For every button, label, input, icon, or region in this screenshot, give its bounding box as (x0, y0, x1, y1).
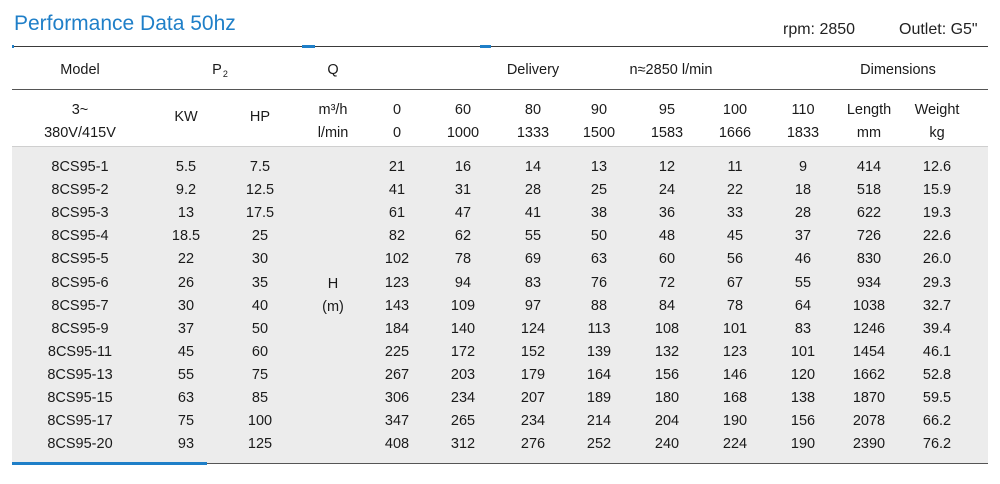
head-cell: 138 (790, 390, 816, 406)
head-cell: 60 (658, 251, 676, 267)
head-cell: 123 (384, 275, 410, 291)
head-cell: 207 (520, 390, 546, 406)
head-cell: 408 (384, 436, 410, 452)
head-cell: 55 (794, 275, 812, 291)
head-cell: 12 (658, 159, 676, 175)
hp-cell: 25 (251, 228, 269, 244)
weight-cell: 59.5 (922, 390, 952, 406)
head-cell: 132 (654, 344, 680, 360)
kw-cell: 55 (177, 367, 195, 383)
hp-cell: 35 (251, 275, 269, 291)
accent-mark (12, 45, 14, 48)
head-cell: 47 (454, 205, 472, 221)
kw-cell: 22 (177, 251, 195, 267)
head-cell: 152 (520, 344, 546, 360)
head-cell: 214 (586, 413, 612, 429)
head-cell: 9 (798, 159, 808, 175)
head-cell: 156 (790, 413, 816, 429)
weight-label: Weight (914, 102, 960, 118)
rpm-label: rpm: 2850 (783, 21, 856, 38)
head-cell: 180 (654, 390, 680, 406)
kw-cell: 30 (177, 298, 195, 314)
head-cell: 63 (590, 251, 608, 267)
weight-cell: 66.2 (922, 413, 952, 429)
flow-m3h: 0 (392, 102, 402, 118)
head-cell: 11 (727, 159, 743, 175)
head-cell: 16 (454, 159, 472, 175)
model-cell: 8CS95-7 (51, 298, 109, 314)
head-cell: 146 (722, 367, 748, 383)
flow-lmin: 1833 (786, 125, 820, 141)
flow-m3h: 60 (454, 102, 472, 118)
head-cell: 28 (794, 205, 812, 221)
model-cell: 8CS95-15 (47, 390, 113, 406)
hp-label: HP (249, 109, 271, 125)
head-cell: 94 (454, 275, 472, 291)
col-header-p2: $P_2$ (212, 62, 228, 79)
kw-cell: 9.2 (175, 182, 197, 198)
length-cell: 1662 (852, 367, 886, 383)
model-cell: 8CS95-9 (51, 321, 109, 337)
kw-cell: 5.5 (175, 159, 197, 175)
weight-cell: 76.2 (922, 436, 952, 452)
hp-cell: 75 (251, 367, 269, 383)
head-cell: 41 (388, 182, 406, 198)
top-rule (12, 46, 988, 47)
length-cell: 2390 (852, 436, 886, 452)
voltage-label: 380V/415V (44, 125, 116, 141)
flow-lmin: 1500 (582, 125, 616, 141)
weight-cell: 19.3 (922, 205, 952, 221)
head-cell: 168 (722, 390, 748, 406)
head-cell: 102 (384, 251, 410, 267)
head-cell: 190 (790, 436, 816, 452)
head-cell: 347 (384, 413, 410, 429)
head-cell: 123 (722, 344, 748, 360)
col-header-q: Q (327, 62, 339, 78)
kw-cell: 37 (177, 321, 195, 337)
col-header-delivery: Delivery (506, 62, 560, 78)
head-cell: 78 (454, 251, 472, 267)
model-cell: 8CS95-3 (51, 205, 109, 221)
head-cell: 83 (524, 275, 542, 291)
hp-cell: 100 (247, 413, 273, 429)
header-rule (12, 89, 988, 90)
head-cell: 204 (654, 413, 680, 429)
head-label: H (327, 276, 339, 292)
hp-cell: 125 (247, 436, 273, 452)
col-header-model: Model (60, 62, 100, 78)
kw-cell: 93 (177, 436, 195, 452)
head-cell: 156 (654, 367, 680, 383)
head-cell: 109 (450, 298, 476, 314)
hp-cell: 40 (251, 298, 269, 314)
kw-label: KW (174, 109, 198, 125)
head-cell: 38 (590, 205, 608, 221)
head-cell: 41 (524, 205, 542, 221)
length-cell: 830 (856, 251, 882, 267)
length-cell: 726 (856, 228, 882, 244)
head-cell: 61 (388, 205, 406, 221)
head-cell: 36 (658, 205, 676, 221)
head-cell: 69 (524, 251, 542, 267)
kw-cell: 13 (177, 205, 195, 221)
hp-cell: 17.5 (245, 205, 275, 221)
weight-unit: kg (929, 125, 945, 141)
kw-cell: 45 (177, 344, 195, 360)
head-cell: 139 (586, 344, 612, 360)
flow-lmin: 0 (392, 125, 402, 141)
head-cell: 67 (726, 275, 744, 291)
head-cell: 108 (654, 321, 680, 337)
weight-cell: 32.7 (922, 298, 952, 314)
model-cell: 8CS95-1 (51, 159, 109, 175)
model-cell: 8CS95-17 (47, 413, 113, 429)
kw-cell: 63 (177, 390, 195, 406)
head-cell: 265 (450, 413, 476, 429)
head-cell: 234 (450, 390, 476, 406)
hp-cell: 60 (251, 344, 269, 360)
flow-lmin: 1000 (446, 125, 480, 141)
head-cell: 306 (384, 390, 410, 406)
head-cell: 46 (794, 251, 812, 267)
weight-cell: 39.4 (922, 321, 952, 337)
hp-cell: 50 (251, 321, 269, 337)
q-unit-m3h: m³/h (318, 102, 348, 118)
flow-m3h: 100 (722, 102, 748, 118)
head-cell: 18 (794, 182, 812, 198)
head-cell: 56 (726, 251, 744, 267)
head-cell: 55 (524, 228, 542, 244)
head-cell: 21 (388, 159, 406, 175)
length-cell: 1454 (852, 344, 886, 360)
model-cell: 8CS95-4 (51, 228, 109, 244)
hp-cell: 30 (251, 251, 269, 267)
phase-label: 3~ (71, 102, 89, 118)
model-cell: 8CS95-20 (47, 436, 113, 452)
flow-lmin: 1333 (516, 125, 550, 141)
head-cell: 140 (450, 321, 476, 337)
head-cell: 28 (524, 182, 542, 198)
head-cell: 22 (726, 182, 744, 198)
model-cell: 8CS95-2 (51, 182, 109, 198)
head-cell: 184 (384, 321, 410, 337)
head-cell: 124 (520, 321, 546, 337)
flow-m3h: 90 (590, 102, 608, 118)
head-cell: 312 (450, 436, 476, 452)
length-cell: 1038 (852, 298, 886, 314)
head-cell: 203 (450, 367, 476, 383)
accent-bar (12, 462, 207, 465)
head-cell: 13 (590, 159, 608, 175)
kw-cell: 26 (177, 275, 195, 291)
length-label: Length (846, 102, 892, 118)
weight-cell: 12.6 (922, 159, 952, 175)
weight-cell: 46.1 (922, 344, 952, 360)
length-cell: 1870 (852, 390, 886, 406)
length-cell: 622 (856, 205, 882, 221)
head-cell: 252 (586, 436, 612, 452)
hp-cell: 12.5 (245, 182, 275, 198)
head-cell: 120 (790, 367, 816, 383)
hp-cell: 85 (251, 390, 269, 406)
head-cell: 72 (658, 275, 676, 291)
length-unit: mm (856, 125, 882, 141)
head-cell: 172 (450, 344, 476, 360)
head-cell: 189 (586, 390, 612, 406)
head-cell: 83 (794, 321, 812, 337)
head-cell: 234 (520, 413, 546, 429)
model-cell: 8CS95-11 (47, 344, 113, 360)
head-cell: 25 (590, 182, 608, 198)
head-cell: 24 (658, 182, 676, 198)
head-cell: 88 (590, 298, 608, 314)
length-cell: 1246 (852, 321, 886, 337)
head-cell: 37 (794, 228, 812, 244)
head-unit: (m) (322, 299, 344, 315)
head-cell: 113 (587, 321, 611, 337)
head-cell: 225 (384, 344, 410, 360)
head-cell: 179 (520, 367, 546, 383)
accent-mark (302, 45, 315, 48)
hp-cell: 7.5 (249, 159, 271, 175)
head-cell: 101 (790, 344, 816, 360)
head-cell: 276 (520, 436, 546, 452)
flow-lmin: 1583 (650, 125, 684, 141)
accent-mark (480, 45, 491, 48)
length-cell: 518 (856, 182, 882, 198)
weight-cell: 15.9 (922, 182, 952, 198)
head-cell: 62 (454, 228, 472, 244)
head-cell: 50 (590, 228, 608, 244)
flow-lmin: 1666 (718, 125, 752, 141)
head-cell: 76 (590, 275, 608, 291)
outlet-label: Outlet: G5" (899, 21, 978, 38)
weight-cell: 22.6 (922, 228, 952, 244)
q-unit-lmin: l/min (317, 125, 349, 141)
col-header-dimensions: Dimensions (860, 62, 936, 78)
head-cell: 97 (524, 298, 542, 314)
kw-cell: 18.5 (171, 228, 201, 244)
head-cell: 45 (726, 228, 744, 244)
head-cell: 48 (658, 228, 676, 244)
head-cell: 64 (794, 298, 812, 314)
model-cell: 8CS95-13 (47, 367, 113, 383)
flow-m3h: 80 (524, 102, 542, 118)
model-cell: 8CS95-6 (51, 275, 109, 291)
head-cell: 31 (454, 182, 472, 198)
length-cell: 2078 (852, 413, 886, 429)
flow-m3h: 95 (658, 102, 676, 118)
weight-cell: 52.8 (922, 367, 952, 383)
weight-cell: 26.0 (922, 251, 952, 267)
head-cell: 190 (722, 413, 748, 429)
head-cell: 164 (586, 367, 612, 383)
col-header-speed: n≈2850 l/min (629, 62, 713, 78)
head-cell: 33 (726, 205, 744, 221)
head-cell: 84 (658, 298, 676, 314)
kw-cell: 75 (177, 413, 195, 429)
head-cell: 240 (654, 436, 680, 452)
head-cell: 78 (726, 298, 744, 314)
head-cell: 101 (722, 321, 748, 337)
head-cell: 224 (722, 436, 748, 452)
page-title: Performance Data 50hz (14, 12, 236, 35)
table-body (12, 147, 988, 463)
head-cell: 143 (384, 298, 410, 314)
length-cell: 934 (856, 275, 882, 291)
weight-cell: 29.3 (922, 275, 952, 291)
head-cell: 82 (388, 228, 406, 244)
flow-m3h: 110 (791, 102, 815, 118)
head-cell: 14 (524, 159, 542, 175)
head-cell: 267 (384, 367, 410, 383)
model-cell: 8CS95-5 (51, 251, 109, 267)
length-cell: 414 (856, 159, 882, 175)
